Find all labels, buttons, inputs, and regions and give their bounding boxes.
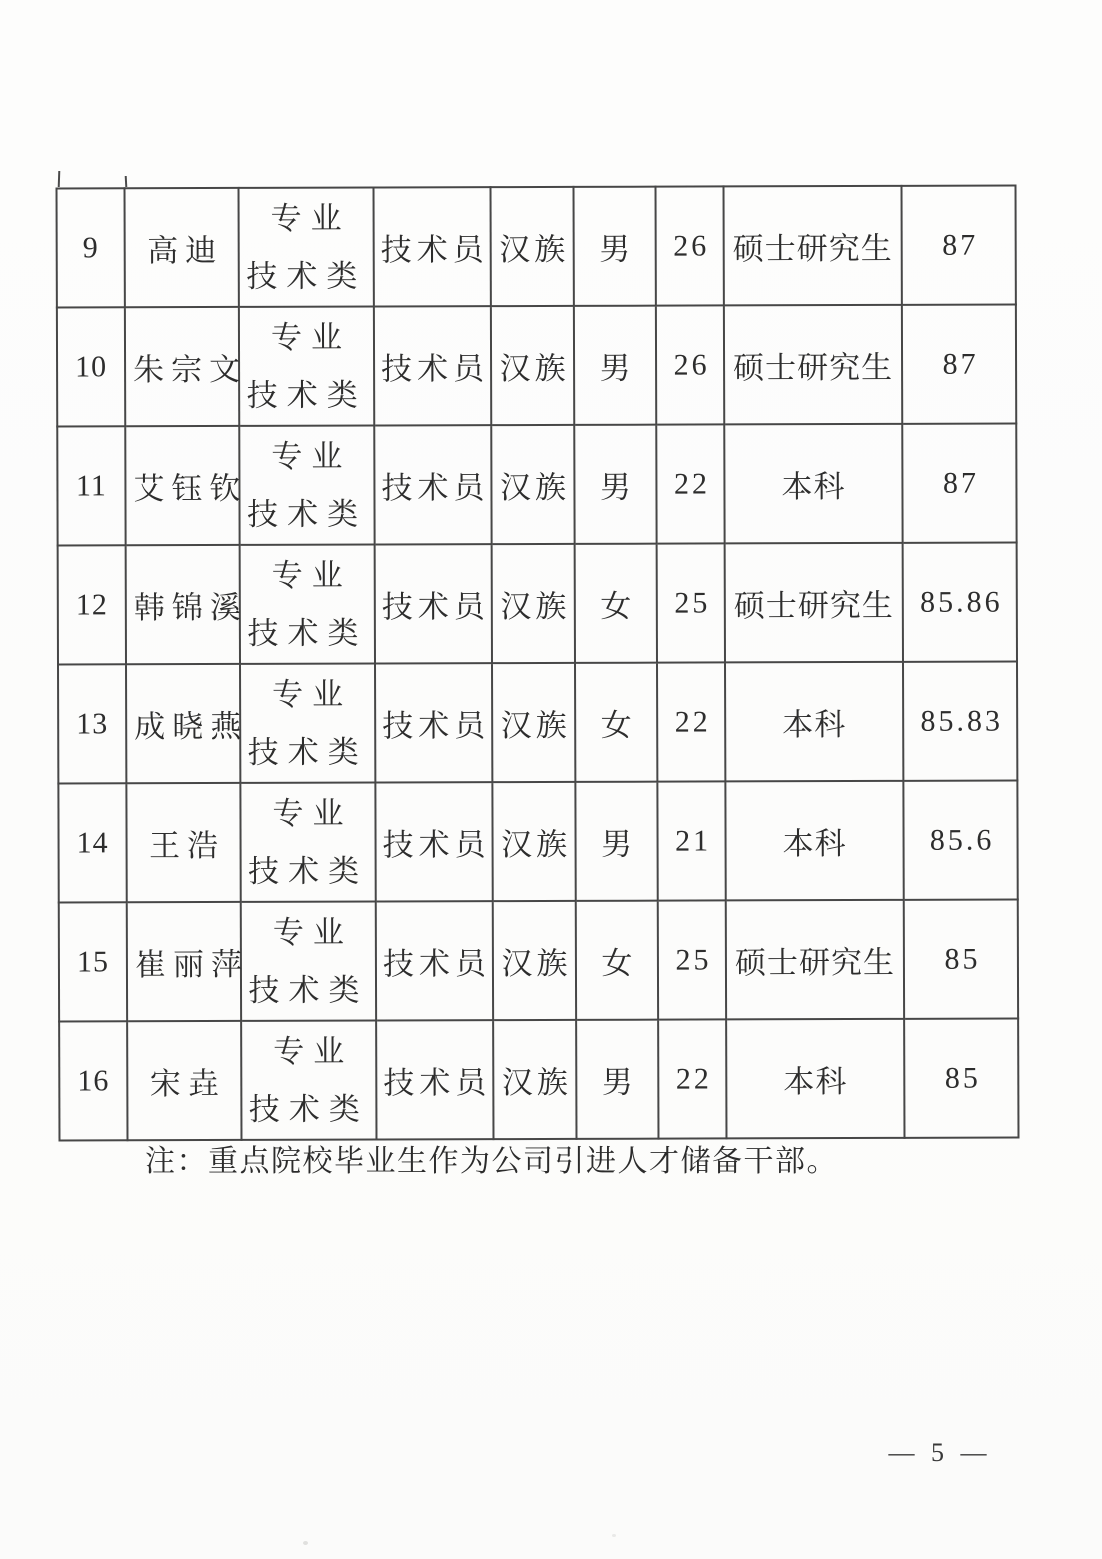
cell-name: 成晓燕	[126, 664, 240, 783]
cell-position: 技术员	[374, 306, 491, 425]
cell-age: 26	[656, 305, 724, 424]
candidate-score-table	[56, 184, 1020, 1141]
cell-position: 技术员	[374, 425, 491, 544]
cell-age: 22	[657, 662, 725, 781]
cell-name: 高迪	[125, 188, 239, 307]
cell-position: 技术员	[374, 187, 491, 306]
cell-category: 专业技术类	[239, 307, 374, 426]
cell-position: 技术员	[376, 1020, 493, 1139]
cell-category: 专业技术类	[240, 664, 375, 783]
cell-education: 硕士研究生	[724, 186, 902, 306]
cell-gender: 男	[574, 306, 656, 425]
cell-category: 专业技术类	[239, 188, 374, 307]
cell-ethnicity: 汉族	[492, 544, 575, 663]
cell-category: 专业技术类	[239, 426, 374, 545]
cell-ethnicity: 汉族	[491, 306, 574, 425]
cell-name: 宋垚	[127, 1021, 241, 1140]
cell-row-number: 10	[57, 307, 125, 426]
cell-row-number: 9	[57, 188, 125, 307]
cell-name: 朱宗文	[125, 307, 239, 426]
cell-position: 技术员	[375, 663, 492, 782]
cell-education: 硕士研究生	[726, 900, 904, 1020]
table-row	[58, 661, 1017, 783]
table-row	[57, 185, 1016, 307]
cell-score: 85	[904, 1018, 1018, 1137]
cell-ethnicity: 汉族	[493, 901, 576, 1020]
table-row	[58, 780, 1017, 902]
cell-ethnicity: 汉族	[492, 782, 575, 901]
cell-education: 硕士研究生	[724, 305, 902, 425]
cell-age: 22	[658, 1019, 726, 1138]
cell-education: 硕士研究生	[725, 543, 903, 663]
cell-score: 85.83	[903, 661, 1017, 780]
cell-score: 87	[902, 423, 1016, 542]
cell-name: 王浩	[126, 783, 240, 902]
cell-education: 本科	[724, 424, 902, 544]
cell-category: 专业技术类	[241, 1021, 376, 1140]
cell-score: 85.86	[903, 542, 1017, 661]
cell-row-number: 15	[59, 902, 127, 1021]
cell-name: 崔丽萍	[127, 902, 241, 1021]
cell-category: 专业技术类	[241, 902, 376, 1021]
cell-education: 本科	[725, 781, 903, 901]
cell-gender: 女	[575, 663, 657, 782]
cell-row-number: 12	[58, 545, 126, 664]
cell-ethnicity: 汉族	[491, 425, 574, 544]
table-row	[59, 899, 1018, 1021]
cell-gender: 男	[574, 187, 656, 306]
cell-row-number: 14	[58, 783, 126, 902]
table-row	[57, 423, 1016, 545]
cell-gender: 女	[575, 544, 657, 663]
cell-score: 85	[904, 899, 1018, 1018]
cell-education: 本科	[725, 662, 903, 782]
footnote: 注：重点院校毕业生作为公司引进人才储备干部。	[145, 1145, 838, 1178]
cell-ethnicity: 汉族	[492, 663, 575, 782]
cell-gender: 女	[576, 901, 658, 1020]
table-body	[57, 185, 1019, 1140]
cell-position: 技术员	[375, 782, 492, 901]
scan-speck	[303, 1541, 308, 1545]
cell-gender: 男	[574, 425, 656, 544]
cell-position: 技术员	[375, 544, 492, 663]
cell-row-number: 11	[57, 426, 125, 545]
cell-age: 21	[657, 781, 725, 900]
cell-age: 25	[657, 543, 725, 662]
cell-score: 85.6	[903, 780, 1017, 899]
cell-row-number: 13	[58, 664, 126, 783]
cell-position: 技术员	[376, 901, 493, 1020]
cell-score: 87	[902, 304, 1016, 423]
cell-name: 艾钰钦	[125, 426, 239, 545]
page-number: — 5 —	[888, 1438, 992, 1467]
scan-speck	[612, 1534, 616, 1537]
cell-category: 专业技术类	[240, 545, 375, 664]
cell-gender: 男	[576, 1020, 658, 1139]
cell-row-number: 16	[59, 1021, 127, 1140]
cell-age: 25	[658, 900, 726, 1019]
cell-gender: 男	[575, 782, 657, 901]
cell-ethnicity: 汉族	[493, 1020, 576, 1139]
table-row	[59, 1018, 1018, 1140]
cell-age: 22	[656, 424, 724, 543]
cell-category: 专业技术类	[240, 783, 375, 902]
cell-score: 87	[902, 185, 1016, 304]
cell-ethnicity: 汉族	[491, 187, 574, 306]
table-row	[57, 304, 1016, 426]
cell-education: 本科	[726, 1019, 904, 1139]
cell-age: 26	[656, 186, 724, 305]
table-row	[58, 542, 1017, 664]
cell-name: 韩锦溪	[126, 545, 240, 664]
